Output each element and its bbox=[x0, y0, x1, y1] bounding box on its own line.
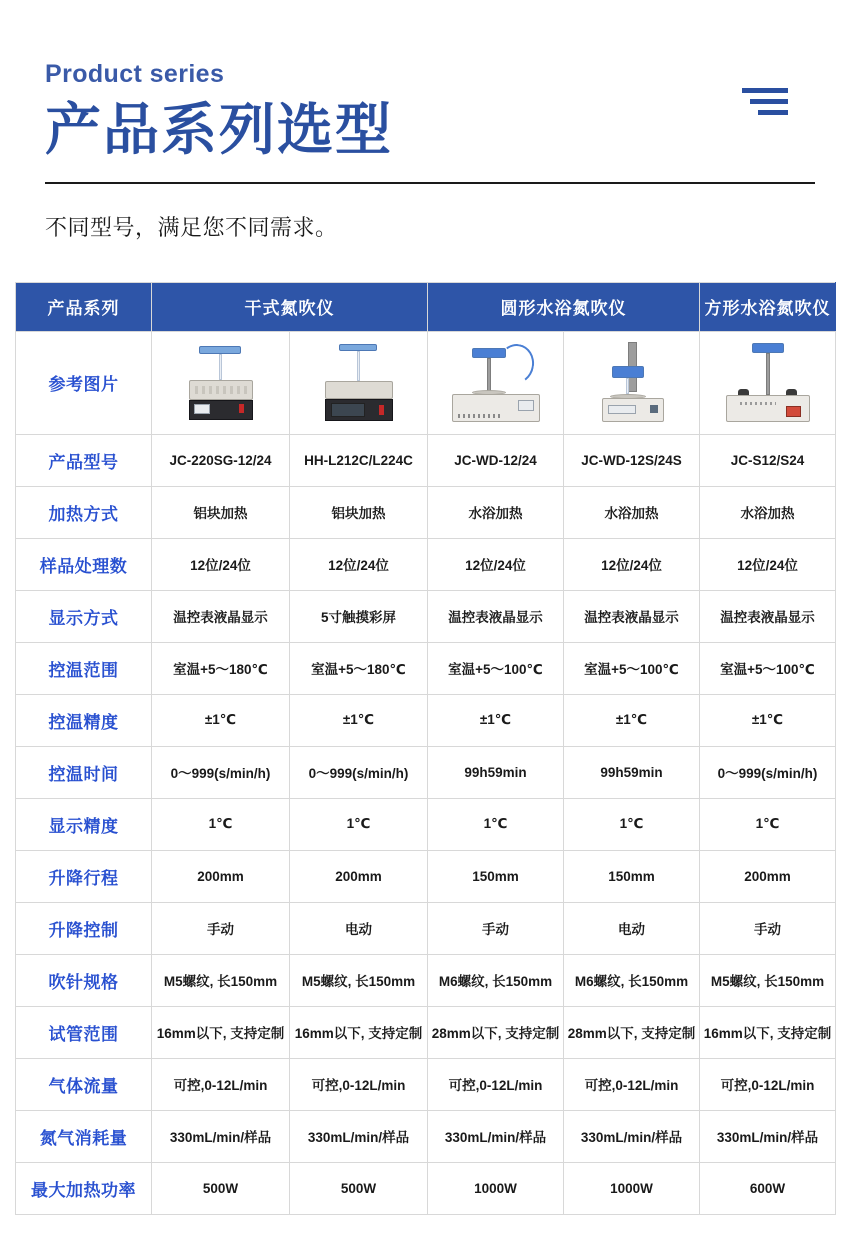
table-row bbox=[16, 902, 836, 954]
row-label: 产品型号 bbox=[16, 434, 152, 486]
table-cell: 12位/24位 bbox=[152, 538, 290, 590]
table-cell: 200mm bbox=[290, 850, 428, 902]
table-cell: 16mm以下, 支持定制 bbox=[152, 1006, 290, 1058]
row-label: 升降控制 bbox=[16, 902, 152, 954]
touchscreen-part bbox=[331, 403, 365, 417]
table-cell: HH-L212C/L224C bbox=[290, 434, 428, 486]
row-label: 吹针规格 bbox=[16, 954, 152, 1006]
product-image-cell-3 bbox=[428, 331, 564, 434]
table-row bbox=[16, 798, 836, 850]
table-cell: 1℃ bbox=[290, 798, 428, 850]
table-cell: 500W bbox=[290, 1162, 428, 1214]
table-cell: 水浴加热 bbox=[564, 486, 700, 538]
table-cell: 12位/24位 bbox=[700, 538, 836, 590]
power-button-part bbox=[379, 405, 384, 415]
manifold-part bbox=[199, 346, 241, 354]
table-cell: 28mm以下, 支持定制 bbox=[564, 1006, 700, 1058]
sample-holes-part bbox=[195, 386, 247, 394]
header-product-series: 产品系列 bbox=[16, 282, 152, 331]
label-strip-part bbox=[740, 402, 776, 405]
display-part bbox=[518, 400, 534, 411]
table-cell: 330mL/min/样品 bbox=[700, 1110, 836, 1162]
page-header bbox=[15, 0, 835, 160]
hamburger-bar-3 bbox=[758, 110, 788, 115]
header-square-bath: 方形水浴氮吹仪 bbox=[700, 282, 836, 331]
table-row-reference-image bbox=[16, 331, 836, 434]
display-part bbox=[194, 404, 210, 414]
table-cell: 200mm bbox=[700, 850, 836, 902]
display-part bbox=[608, 405, 636, 414]
table-cell: 1000W bbox=[564, 1162, 700, 1214]
spec-table-wrapper bbox=[15, 282, 835, 1215]
support-post-part bbox=[487, 358, 491, 392]
table-row bbox=[16, 538, 836, 590]
table-cell: M6螺纹, 长150mm bbox=[564, 954, 700, 1006]
table-cell: 600W bbox=[700, 1162, 836, 1214]
table-row bbox=[16, 1110, 836, 1162]
table-cell: 28mm以下, 支持定制 bbox=[428, 1006, 564, 1058]
table-cell: 温控表液晶显示 bbox=[152, 590, 290, 642]
table-cell: JC-WD-12S/24S bbox=[564, 434, 700, 486]
socket-part bbox=[650, 405, 658, 413]
table-cell: 330mL/min/样品 bbox=[564, 1110, 700, 1162]
table-cell: 温控表液晶显示 bbox=[564, 590, 700, 642]
table-cell: 室温+5～100℃ bbox=[428, 642, 564, 694]
row-label: 显示方式 bbox=[16, 590, 152, 642]
table-cell: 99h59min bbox=[428, 746, 564, 798]
display-part bbox=[786, 406, 801, 417]
power-button-part bbox=[239, 404, 244, 413]
table-cell: 室温+5～100℃ bbox=[564, 642, 700, 694]
table-header bbox=[16, 282, 836, 331]
table-cell: 1℃ bbox=[564, 798, 700, 850]
hamburger-bar-2 bbox=[750, 99, 788, 104]
table-cell: 12位/24位 bbox=[290, 538, 428, 590]
table-cell: 1000W bbox=[428, 1162, 564, 1214]
table-cell: 330mL/min/样品 bbox=[290, 1110, 428, 1162]
table-cell: 150mm bbox=[564, 850, 700, 902]
table-cell: 手动 bbox=[700, 902, 836, 954]
header-round-bath: 圆形水浴氮吹仪 bbox=[428, 282, 700, 331]
row-label: 最大加热功率 bbox=[16, 1162, 152, 1214]
table-cell: 可控,0-12L/min bbox=[152, 1058, 290, 1110]
table-row bbox=[16, 850, 836, 902]
table-cell: 室温+5～180℃ bbox=[290, 642, 428, 694]
table-row bbox=[16, 434, 836, 486]
table-cell: JC-S12/S24 bbox=[700, 434, 836, 486]
hamburger-menu-icon[interactable] bbox=[742, 88, 788, 118]
row-label: 氮气消耗量 bbox=[16, 1110, 152, 1162]
table-cell: 200mm bbox=[152, 850, 290, 902]
table-cell: 温控表液晶显示 bbox=[428, 590, 564, 642]
header-dry-type: 干式氮吹仪 bbox=[152, 282, 428, 331]
table-cell: 铝块加热 bbox=[152, 486, 290, 538]
table-cell: 水浴加热 bbox=[700, 486, 836, 538]
table-cell: ±1℃ bbox=[152, 694, 290, 746]
table-cell: 1℃ bbox=[700, 798, 836, 850]
table-cell: JC-220SG-12/24 bbox=[152, 434, 290, 486]
table-cell: 水浴加热 bbox=[428, 486, 564, 538]
round-water-bath-evaporator-motorized-icon bbox=[582, 340, 682, 426]
hamburger-bar-1 bbox=[742, 88, 788, 93]
table-cell: 0～999(s/min/h) bbox=[290, 746, 428, 798]
table-cell: 5寸触摸彩屏 bbox=[290, 590, 428, 642]
table-cell: 1℃ bbox=[428, 798, 564, 850]
row-label: 控温时间 bbox=[16, 746, 152, 798]
table-cell: 16mm以下, 支持定制 bbox=[290, 1006, 428, 1058]
tubes-part bbox=[201, 354, 241, 380]
dry-nitrogen-evaporator-manual-icon bbox=[171, 340, 271, 426]
table-cell: M5螺纹, 长150mm bbox=[700, 954, 836, 1006]
page-title: 产品系列选型 bbox=[45, 98, 393, 161]
table-cell: 手动 bbox=[152, 902, 290, 954]
body-part bbox=[325, 381, 393, 399]
table-cell: JC-WD-12/24 bbox=[428, 434, 564, 486]
manifold-part bbox=[752, 343, 784, 353]
table-cell: 330mL/min/样品 bbox=[152, 1110, 290, 1162]
row-label: 控温精度 bbox=[16, 694, 152, 746]
table-row bbox=[16, 746, 836, 798]
table-cell: 铝块加热 bbox=[290, 486, 428, 538]
table-row bbox=[16, 1006, 836, 1058]
table-cell: M5螺纹, 长150mm bbox=[290, 954, 428, 1006]
product-spec-table bbox=[15, 282, 836, 1215]
dry-nitrogen-evaporator-touchscreen-icon bbox=[309, 340, 409, 426]
support-post-part bbox=[766, 353, 770, 395]
table-cell: 1℃ bbox=[152, 798, 290, 850]
table-cell: 0～999(s/min/h) bbox=[700, 746, 836, 798]
row-label: 升降行程 bbox=[16, 850, 152, 902]
table-cell: 12位/24位 bbox=[428, 538, 564, 590]
table-cell: ±1℃ bbox=[428, 694, 564, 746]
table-row bbox=[16, 1162, 836, 1214]
round-water-bath-evaporator-manual-icon bbox=[446, 340, 546, 426]
row-label: 控温范围 bbox=[16, 642, 152, 694]
table-cell: 温控表液晶显示 bbox=[700, 590, 836, 642]
tubes-part bbox=[341, 351, 377, 381]
table-cell: 室温+5～100℃ bbox=[700, 642, 836, 694]
table-row bbox=[16, 642, 836, 694]
label-strip-part bbox=[458, 414, 502, 418]
table-cell: 150mm bbox=[428, 850, 564, 902]
manifold-part bbox=[472, 348, 506, 358]
table-cell: 99h59min bbox=[564, 746, 700, 798]
table-cell: 500W bbox=[152, 1162, 290, 1214]
row-label: 试管范围 bbox=[16, 1006, 152, 1058]
manifold-part bbox=[339, 344, 377, 351]
table-cell: 可控,0-12L/min bbox=[700, 1058, 836, 1110]
product-image-cell-5 bbox=[700, 331, 836, 434]
row-label: 气体流量 bbox=[16, 1058, 152, 1110]
table-cell: 手动 bbox=[428, 902, 564, 954]
table-cell: 16mm以下, 支持定制 bbox=[700, 1006, 836, 1058]
row-label: 显示精度 bbox=[16, 798, 152, 850]
table-row bbox=[16, 590, 836, 642]
table-cell: 室温+5～180℃ bbox=[152, 642, 290, 694]
table-cell: 可控,0-12L/min bbox=[290, 1058, 428, 1110]
table-cell: 0～999(s/min/h) bbox=[152, 746, 290, 798]
table-cell: 可控,0-12L/min bbox=[428, 1058, 564, 1110]
square-water-bath-evaporator-icon bbox=[718, 340, 818, 426]
table-cell: 12位/24位 bbox=[564, 538, 700, 590]
page-eyebrow: Product series bbox=[45, 60, 225, 88]
table-cell: ±1℃ bbox=[700, 694, 836, 746]
tubes-part bbox=[614, 378, 642, 394]
table-cell: 电动 bbox=[290, 902, 428, 954]
table-row bbox=[16, 486, 836, 538]
table-row bbox=[16, 694, 836, 746]
table-cell: ±1℃ bbox=[564, 694, 700, 746]
table-cell: ±1℃ bbox=[290, 694, 428, 746]
header-divider bbox=[45, 182, 815, 184]
table-header-row bbox=[16, 282, 836, 331]
row-label: 加热方式 bbox=[16, 486, 152, 538]
row-label: 样品处理数 bbox=[16, 538, 152, 590]
table-cell: 可控,0-12L/min bbox=[564, 1058, 700, 1110]
table-cell: M6螺纹, 长150mm bbox=[428, 954, 564, 1006]
product-image-cell-2 bbox=[290, 331, 428, 434]
table-body bbox=[16, 331, 836, 1214]
row-label-reference-image: 参考图片 bbox=[16, 331, 152, 434]
table-cell: M5螺纹, 长150mm bbox=[152, 954, 290, 1006]
product-image-cell-4 bbox=[564, 331, 700, 434]
table-cell: 电动 bbox=[564, 902, 700, 954]
table-row bbox=[16, 1058, 836, 1110]
manifold-part bbox=[612, 366, 644, 378]
table-row bbox=[16, 954, 836, 1006]
table-cell: 330mL/min/样品 bbox=[428, 1110, 564, 1162]
product-image-cell-1 bbox=[152, 331, 290, 434]
page-subtitle: 不同型号，满足您不同需求。 bbox=[45, 214, 338, 240]
